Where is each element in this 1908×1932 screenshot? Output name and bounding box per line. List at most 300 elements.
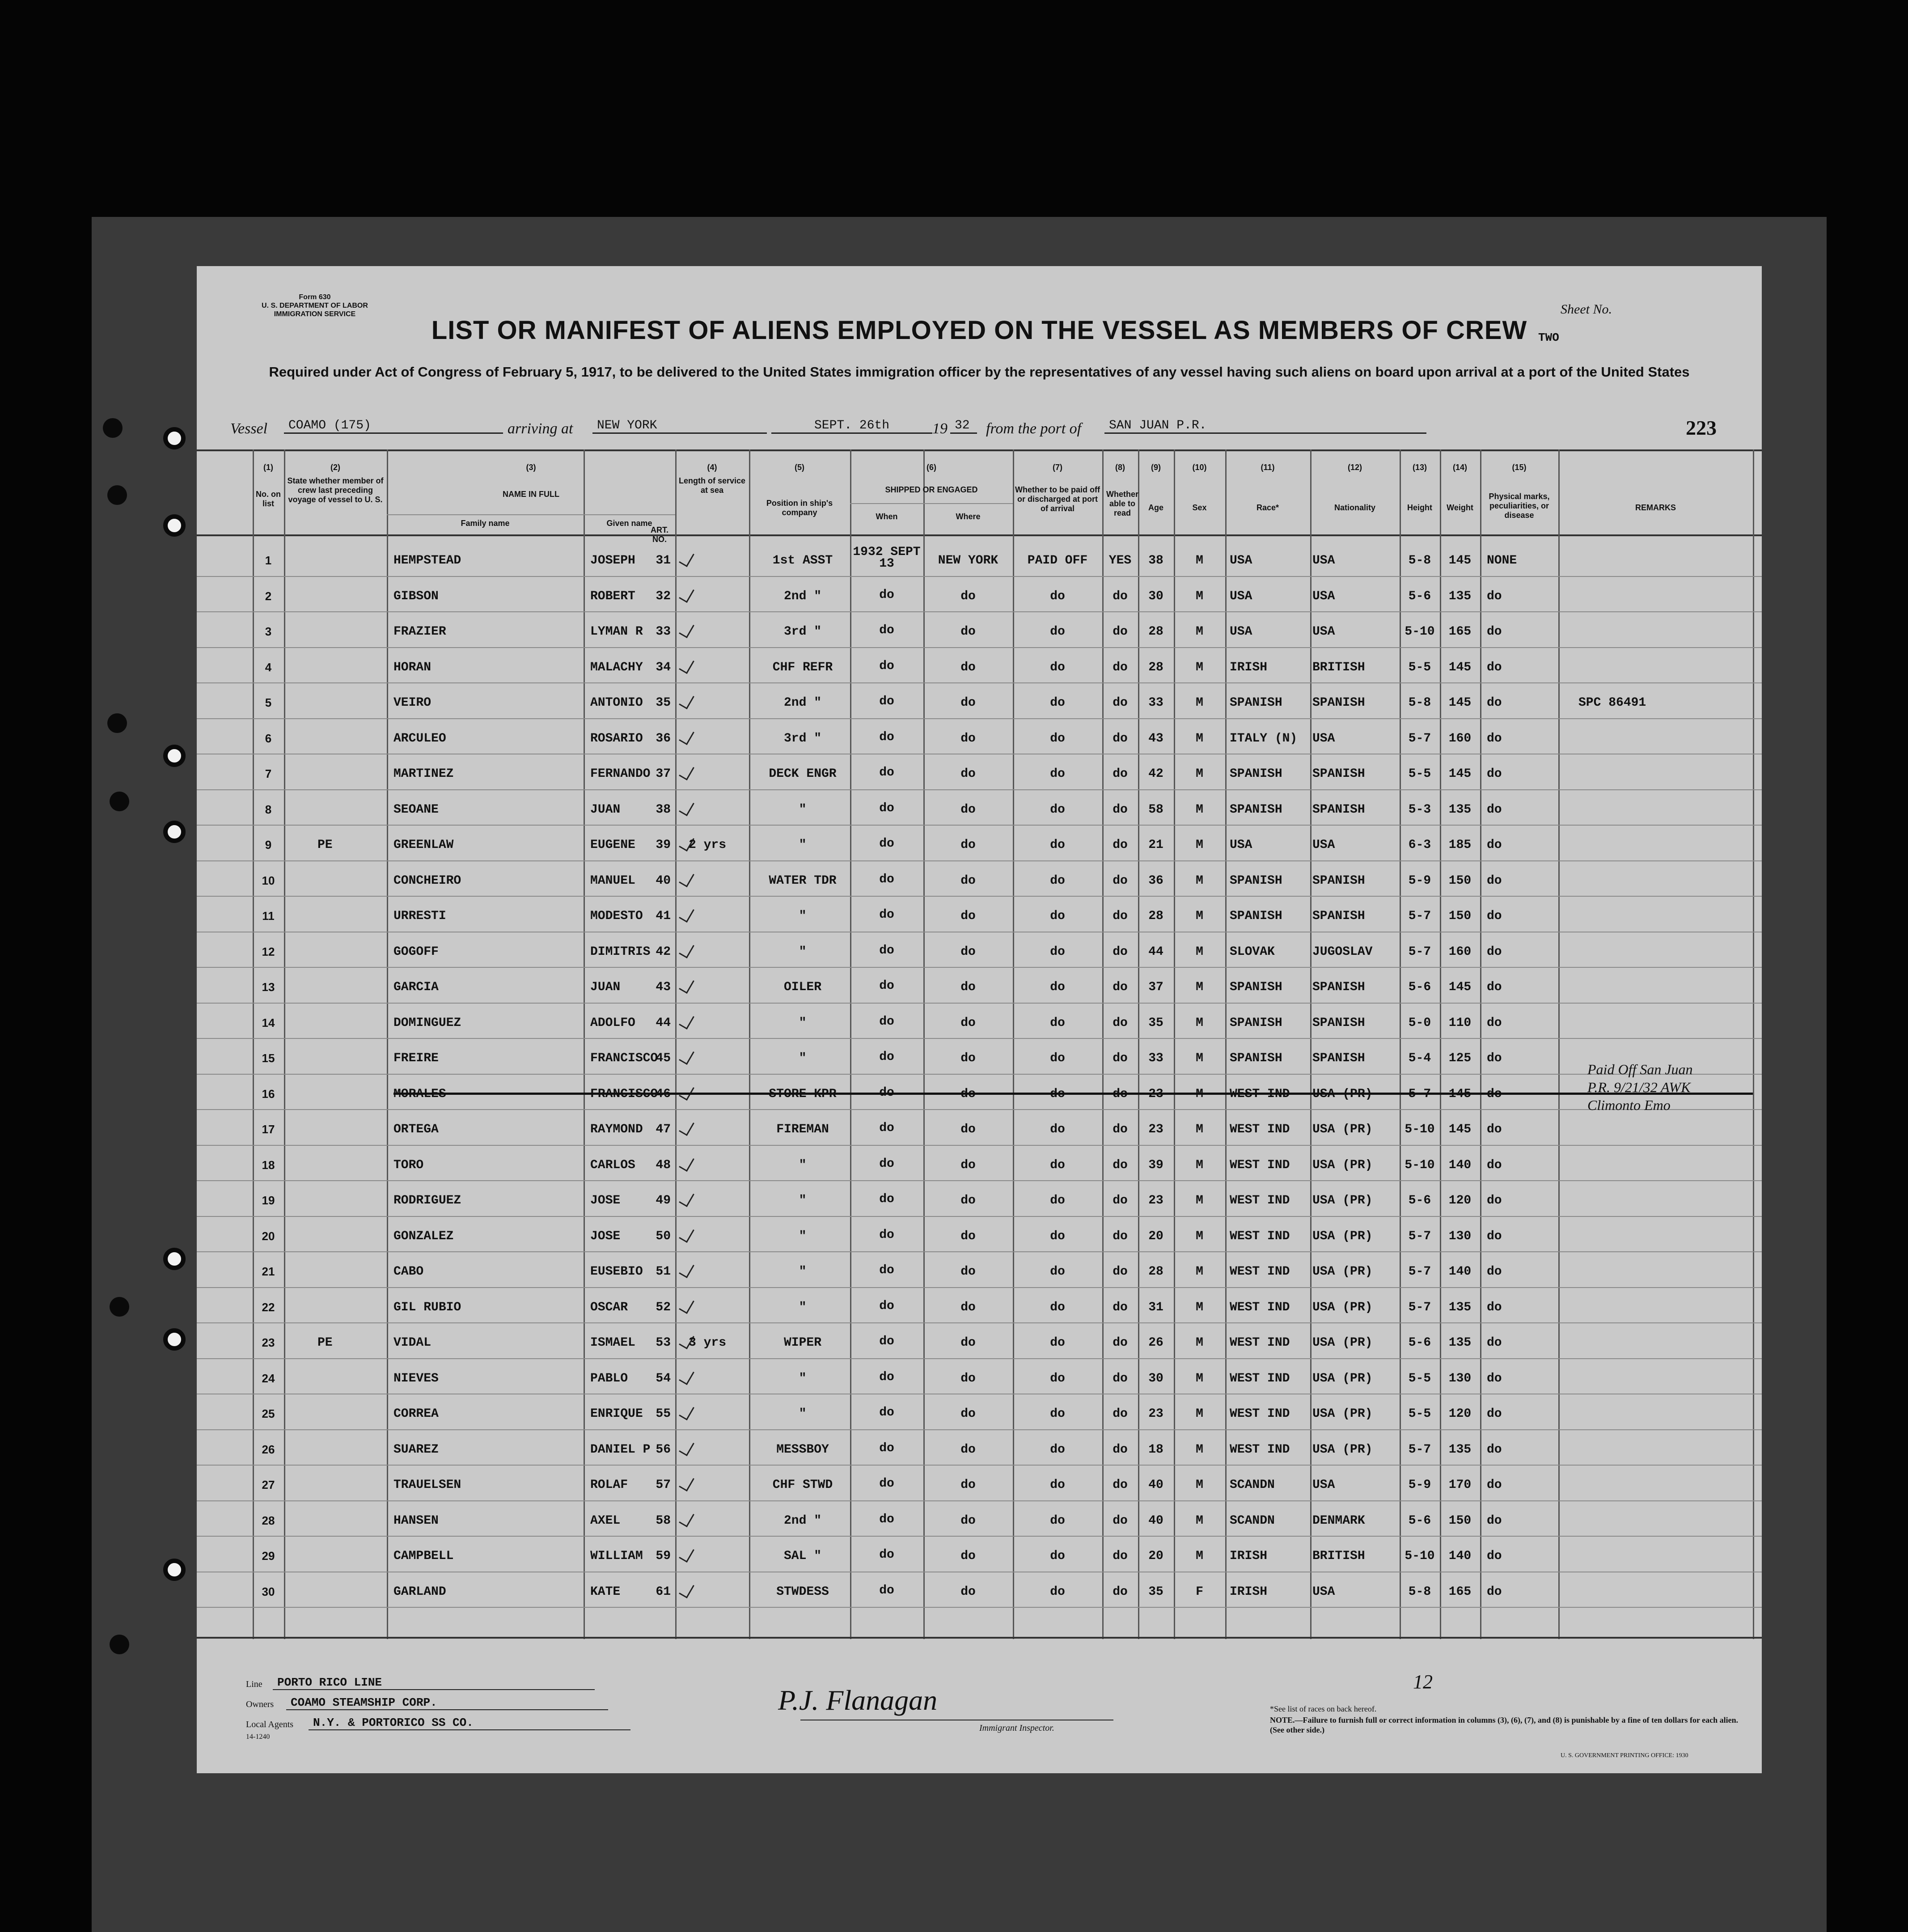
weight: 150 [1448,909,1472,923]
shipped-where: do [960,696,976,710]
sex: M [1196,945,1203,959]
row-rule [197,789,1762,790]
check-mark [679,1012,694,1029]
physical-marks: do [1487,838,1502,852]
age: 35 [1148,1585,1163,1599]
column-number: (5) [795,463,804,472]
nationality: USA (PR) [1312,1300,1373,1314]
weight: 120 [1448,1407,1472,1421]
column-rule [253,449,254,1639]
weight: 135 [1448,1336,1472,1350]
sex: M [1196,731,1203,746]
sex: M [1196,625,1203,639]
weight: 130 [1448,1371,1472,1385]
position: " [799,1300,807,1314]
printer-note: U. S. GOVERNMENT PRINTING OFFICE: 1930 [1561,1752,1688,1759]
family-name: RODRIGUEZ [393,1194,461,1208]
column-header-race: Race* [1256,503,1279,512]
weight: 150 [1448,1513,1472,1528]
row-rule [197,1180,1762,1181]
column-header-position: Position in ship's company [766,499,833,517]
able-read: do [1113,945,1128,959]
paid-off: do [1050,909,1065,923]
race: WEST IND [1230,1194,1290,1208]
punch-hole [163,821,186,843]
nationality: JUGOSLAV [1312,945,1373,959]
sex: M [1196,1123,1203,1136]
sex: M [1196,909,1203,923]
physical-marks: do [1487,660,1502,674]
position: 3rd " [783,731,821,746]
paid-off: do [1050,980,1065,994]
race: IRISH [1230,1585,1268,1599]
sex: M [1196,873,1203,888]
family-name: GIL RUBIO [393,1300,461,1314]
row-rule [197,1358,1762,1359]
art-number: 40 [656,873,671,888]
sex: M [1196,1229,1203,1243]
art-number: 38 [656,802,671,817]
family-name: GIBSON [393,589,439,603]
shipped-where: do [960,980,976,994]
able-read: do [1113,838,1128,852]
nationality: USA [1312,625,1335,639]
shipped-where: do [960,838,976,852]
form-header [262,293,368,318]
nationality: USA (PR) [1312,1194,1373,1208]
row-rule [197,1251,1762,1252]
weight: 135 [1448,1300,1472,1314]
shipped-when: do [879,1370,894,1384]
nationality: BRITISH [1312,1549,1365,1563]
given-name: ANTONIO [590,696,643,710]
column-header-length-service: Length of service at sea [678,476,746,495]
column-header-no-on-list: No. on list [256,490,281,508]
page-number: 223 [1686,416,1717,439]
art-number: 44 [656,1016,671,1030]
art-number: 53 [656,1336,671,1350]
age: 23 [1148,1407,1163,1421]
inspector-label: Immigrant Inspector. [979,1723,1054,1733]
department: U. S. DEPARTMENT OF LABOR [262,302,368,309]
shipped-when: do [879,730,894,744]
paid-off: do [1050,1513,1065,1528]
physical-marks: NONE [1487,554,1517,568]
punch-hole [110,1635,129,1654]
check-mark [679,1438,694,1456]
age: 40 [1148,1513,1163,1528]
given-name: JOSE [590,1229,621,1243]
row-number: 11 [262,909,275,923]
punch-hole [163,427,186,449]
check-mark [679,1509,694,1527]
weight: 150 [1448,873,1472,888]
paid-off: do [1050,625,1065,639]
position: " [799,1051,807,1065]
art-number: 56 [656,1442,671,1457]
paid-off: do [1050,1300,1065,1314]
shipped-when: do [879,908,894,922]
column-rule [1225,449,1227,1639]
punch-hole [163,1248,186,1270]
column-number: (9) [1151,463,1161,472]
check-mark [679,692,694,709]
race: WEST IND [1230,1371,1290,1385]
weight: 140 [1448,1158,1472,1172]
column-rule [1753,449,1754,1639]
shipped-where: NEW YORK [938,554,998,568]
age: 30 [1148,589,1163,603]
paid-off: do [1050,1585,1065,1599]
check-mark [679,941,694,958]
shipped-when: do [879,1335,894,1348]
agents-label: Local Agents [246,1720,294,1729]
column-header-age: Age [1148,503,1163,512]
nationality: USA [1312,838,1335,852]
sex: M [1196,767,1203,781]
weight: 145 [1448,1123,1472,1136]
inspector-signature: P.J. Flanagan [778,1684,938,1716]
check-mark [679,1261,694,1278]
check-mark [679,1296,694,1313]
line-value: PORTO RICO LINE [273,1676,595,1690]
art-number: 33 [656,625,671,639]
row-rule [197,647,1762,648]
art-number: 59 [656,1549,671,1563]
given-name: DANIEL P [590,1442,651,1457]
column-number: (14) [1452,463,1467,472]
row-number: 1 [265,554,272,567]
check-mark [679,1190,694,1207]
physical-marks: do [1487,802,1502,817]
weight: 120 [1448,1194,1472,1208]
art-number: 61 [656,1585,671,1599]
row-number: 18 [262,1158,275,1172]
name-divider [387,514,675,515]
height: 5-8 [1408,554,1431,568]
race: WEST IND [1230,1407,1290,1421]
remarks: SPC 86491 [1578,696,1646,710]
check-mark [679,1225,694,1242]
art-number: 41 [656,909,671,923]
row-rule [197,1465,1762,1466]
nationality: SPANISH [1312,873,1365,888]
art-number: 31 [656,554,671,568]
annotation-line-2: P.R. 9/21/32 AWK [1587,1079,1691,1095]
height: 5-7 [1408,1300,1431,1314]
row-rule [197,860,1762,861]
shipped-when: do [879,766,894,780]
column-number: (10) [1192,463,1207,472]
sex: M [1196,1194,1203,1208]
physical-marks: do [1487,1016,1502,1030]
sex: M [1196,1442,1203,1457]
shipped-where: do [960,1371,976,1385]
service-length: 3 yrs [689,1336,727,1350]
height: 5-7 [1408,909,1431,923]
check-mark [679,550,694,567]
given-name: JOSEPH [590,554,635,568]
sex: M [1196,554,1203,568]
column-number: (4) [707,463,717,472]
height: 5-5 [1408,660,1431,674]
crew-state: PE [317,838,333,852]
weight: 160 [1448,731,1472,746]
position: " [799,909,807,923]
manifest-subtitle: Required under Act of Congress of February 5, 1917, to be delivered to the United States immigration officer by the representatives of any vessel having such aliens on board upon arrival at a port of the United States [269,364,1690,380]
row-rule [197,682,1762,683]
family-name: CAMPBELL [393,1549,454,1563]
given-name: PABLO [590,1371,628,1385]
shipped-when: do [879,1512,894,1526]
form-code: 14-1240 [246,1733,270,1741]
position: " [799,1194,807,1208]
row-rule [197,576,1762,577]
height: 5-5 [1408,767,1431,781]
age: 23 [1148,1194,1163,1208]
race: USA [1230,554,1252,568]
race: SPANISH [1230,1016,1282,1030]
weight: 145 [1448,660,1472,674]
column-header-physical: Physical marks, peculiarities, or disease [1489,492,1550,520]
shipped-where: do [960,660,976,674]
nationality: USA (PR) [1312,1123,1373,1136]
age: 33 [1148,1051,1163,1065]
paid-off: do [1050,945,1065,959]
shipped-when: do [879,1441,894,1455]
row-number: 8 [265,802,272,816]
column-number: (15) [1512,463,1527,472]
sex: M [1196,660,1203,674]
age: 28 [1148,909,1163,923]
position: " [799,802,807,817]
row-number: 22 [262,1300,275,1314]
able-read: do [1113,1123,1128,1136]
height: 5-5 [1408,1371,1431,1385]
sex: M [1196,1371,1203,1385]
column-rule [1310,449,1311,1639]
position: 3rd " [783,625,821,639]
paid-off: do [1050,731,1065,746]
row-rule [197,896,1762,897]
age: 35 [1148,1016,1163,1030]
able-read: do [1113,873,1128,888]
shipped-when: do [879,1263,894,1277]
shipped-when: do [879,1157,894,1171]
voyage-line [230,420,1706,443]
row-number: 23 [262,1336,275,1349]
age: 43 [1148,731,1163,746]
weight: 145 [1448,980,1472,994]
annotation-line-3: Climonto Emo [1587,1097,1671,1113]
age: 58 [1148,802,1163,817]
position: CHF STWD [772,1478,833,1492]
owners-label: Owners [246,1699,274,1709]
family-name: MARTINEZ [393,767,454,781]
nationality: SPANISH [1312,767,1365,781]
nationality: USA (PR) [1312,1265,1373,1279]
shipped-when: do [879,1477,894,1491]
column-header-given: Given name [606,519,652,528]
family-name: HEMPSTEAD [393,554,461,568]
punch-hole [163,514,186,537]
age: 30 [1148,1371,1163,1385]
column-header-family: Family name [461,519,510,528]
sex: M [1196,1016,1203,1030]
position: DECK ENGR [769,767,837,781]
weight: 185 [1448,838,1472,852]
weight: 130 [1448,1229,1472,1243]
check-mark [679,976,694,994]
punch-hole [163,745,186,767]
shipped-when: do [879,837,894,851]
family-name: VEIRO [393,696,432,710]
row-number: 6 [265,731,272,745]
age: 18 [1148,1442,1163,1457]
given-name: JUAN [590,980,621,994]
paid-off: do [1050,1051,1065,1065]
column-number: (12) [1347,463,1362,472]
height: 5-10 [1405,1158,1435,1172]
given-name: JOSE [590,1194,621,1208]
age: 21 [1148,838,1163,852]
position: " [799,1407,807,1421]
vessel-name: COAMO (175) [284,419,503,434]
art-number: 52 [656,1300,671,1314]
shipped-when: do [879,979,894,993]
height: 5-10 [1405,1549,1435,1563]
height: 5-7 [1408,731,1431,746]
struck-row-line [393,1093,1753,1095]
punch-hole [163,1559,186,1581]
column-rule [584,449,585,1639]
weight: 135 [1448,1442,1472,1457]
shipped-when: do [879,872,894,886]
height: 5-7 [1408,1442,1431,1457]
age: 33 [1148,696,1163,710]
fine-note: NOTE.—Failure to furnish full or correct information in columns (3), (6), (7), and (8) is punishable by a fine of ten dollars for each alien. (See other side.) [1270,1716,1739,1734]
sex: M [1196,1549,1203,1563]
shipped-where: do [960,1123,976,1136]
check-mark [679,798,694,816]
physical-marks: do [1487,980,1502,994]
race: SLOVAK [1230,945,1275,959]
able-read: do [1113,1407,1128,1421]
family-name: GARCIA [393,980,439,994]
paid-off: do [1050,1407,1065,1421]
height: 5-6 [1408,589,1431,603]
race: SCANDN [1230,1478,1275,1492]
shipped-when: do [879,1050,894,1064]
agents-value: N.Y. & PORTORICO SS CO. [309,1716,630,1730]
race: USA [1230,589,1252,603]
arrival-date: SEPT. 26th [771,419,932,434]
check-mark [679,1474,694,1491]
position: " [799,1229,807,1243]
able-read: do [1113,802,1128,817]
family-name: VIDAL [393,1336,432,1350]
height: 5-8 [1408,696,1431,710]
height: 6-3 [1408,838,1431,852]
row-number: 12 [262,945,275,958]
position: " [799,1371,807,1385]
shipped-when: do [879,1228,894,1242]
physical-marks: do [1487,873,1502,888]
art-number: 32 [656,589,671,603]
given-name: KATE [590,1585,621,1599]
race: WEST IND [1230,1229,1290,1243]
paid-off: do [1050,696,1065,710]
punch-hole [163,1328,186,1351]
paid-off: do [1050,589,1065,603]
punch-hole [110,792,129,811]
sex: M [1196,589,1203,603]
age: 38 [1148,554,1163,568]
given-name: DIMITRIS [590,945,651,959]
family-name: URRESTI [393,909,446,923]
given-name: LYMAN R [590,625,643,639]
position: 1st ASST [772,554,833,568]
able-read: do [1113,1371,1128,1385]
shipped-where: do [960,873,976,888]
shipped-where: do [960,1407,976,1421]
physical-marks: do [1487,1123,1502,1136]
row-rule [197,1429,1762,1430]
position: " [799,1265,807,1279]
paid-off: do [1050,1336,1065,1350]
race: WEST IND [1230,1123,1290,1136]
position: STWDESS [776,1585,829,1599]
shipped-where: do [960,1016,976,1030]
column-number: (7) [1053,463,1062,472]
check-mark [679,1403,694,1420]
row-number: 21 [262,1265,275,1278]
art-number: 54 [656,1371,671,1385]
age: 40 [1148,1478,1163,1492]
family-name: CONCHEIRO [393,873,461,888]
column-number: (1) [263,463,273,472]
sex: M [1196,696,1203,710]
weight: 145 [1448,554,1472,568]
family-name: DOMINGUEZ [393,1016,461,1030]
table-bottom-rule [197,1637,1762,1639]
age: 28 [1148,625,1163,639]
nationality: USA (PR) [1312,1442,1373,1457]
family-name: CORREA [393,1407,439,1421]
row-rule [197,967,1762,968]
position: WATER TDR [769,873,837,888]
sex: M [1196,802,1203,817]
sex: F [1196,1585,1203,1599]
shipped-divider [850,503,1013,504]
position: OILER [783,980,821,994]
annotation-line-1: Paid Off San Juan [1587,1061,1693,1077]
physical-marks: do [1487,696,1502,710]
check-mark [679,1119,694,1136]
departure-port: SAN JUAN P.R. [1104,419,1426,434]
art-number: 42 [656,945,671,959]
given-name: ENRIQUE [590,1407,643,1421]
shipped-where: do [960,1265,976,1279]
sheet-number: TWO [1538,331,1559,344]
row-rule [197,718,1762,719]
family-name: FRAZIER [393,625,446,639]
shipped-where: do [960,731,976,746]
sex: M [1196,1407,1203,1421]
family-name: SEOANE [393,802,439,817]
art-number: 58 [656,1513,671,1528]
shipped-where: do [960,1549,976,1563]
